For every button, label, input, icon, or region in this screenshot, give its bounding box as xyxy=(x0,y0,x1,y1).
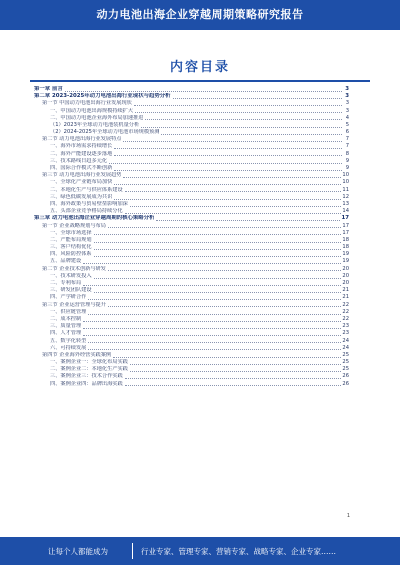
toc-entry-page: 17 xyxy=(341,215,349,222)
toc-entry[interactable] xyxy=(34,381,349,388)
report-title: 动力电池出海企业穿越周期策略研究报告 xyxy=(96,8,304,21)
toc-leader-dots xyxy=(113,357,341,358)
toc-entry-page: 22 xyxy=(342,308,349,315)
toc-leader-dots xyxy=(88,314,341,315)
toc-entry-text: 二、专利布局 xyxy=(50,280,82,287)
toc-entry[interactable] xyxy=(34,208,349,215)
toc-entry-text: 第三节 企业运营管理与提升 xyxy=(42,301,106,308)
toc-entry[interactable] xyxy=(34,338,349,345)
toc-entry-page: 21 xyxy=(342,287,349,294)
toc-leader-dots xyxy=(125,385,342,386)
toc-entry[interactable] xyxy=(34,237,349,244)
toc-leader-dots xyxy=(125,378,342,379)
toc-entry-text: 五、数字化转型 xyxy=(50,337,87,344)
toc-entry[interactable] xyxy=(34,194,349,201)
toc-leader-dots xyxy=(141,127,342,128)
toc-entry[interactable] xyxy=(34,294,349,301)
toc-entry-page: 25 xyxy=(342,359,349,366)
toc-leader-dots xyxy=(83,321,341,322)
toc-leader-dots xyxy=(145,119,342,120)
toc-entry-page: 13 xyxy=(342,200,349,207)
footer-divider xyxy=(132,543,133,559)
toc-leader-dots xyxy=(83,263,341,264)
toc-entry-page: 17 xyxy=(342,229,349,236)
page-number: 1 xyxy=(346,513,350,519)
toc-entry-page: 19 xyxy=(342,251,349,258)
toc-leader-dots xyxy=(88,349,341,350)
toc-leader-dots xyxy=(94,242,342,243)
toc-entry[interactable] xyxy=(34,280,349,287)
toc-entry[interactable] xyxy=(34,309,349,316)
toc-leader-dots xyxy=(94,292,342,293)
toc-entry[interactable] xyxy=(34,187,349,194)
toc-leader-dots xyxy=(161,134,342,135)
toc-leader-dots xyxy=(114,199,341,200)
toc-entry-text: 二、海外产能建设逐步落地 xyxy=(50,150,113,157)
toc-entry[interactable] xyxy=(34,100,349,107)
toc-entry[interactable] xyxy=(34,330,349,337)
toc-entry[interactable] xyxy=(34,345,349,352)
toc-entry-text: 四、海外政策与贸易壁垒影响加深 xyxy=(50,200,128,207)
toc-entry[interactable] xyxy=(34,323,349,330)
toc-entry-text: 一、全球市场选择 xyxy=(50,229,92,236)
toc-entry[interactable] xyxy=(34,136,349,143)
toc-leader-dots xyxy=(134,105,342,106)
toc-leader-dots xyxy=(108,227,341,228)
toc-leader-dots xyxy=(123,177,341,178)
toc-leader-dots xyxy=(94,249,342,250)
toc-entry-page: 9 xyxy=(345,157,349,164)
toc-entry-text: 一、供应链管理 xyxy=(50,308,87,315)
toc-entry-text: 第二节 企业技术创新与研发 xyxy=(42,265,106,272)
toc-entry-page: 14 xyxy=(342,208,349,215)
toc-entry-text: 二、成本控制 xyxy=(50,315,82,322)
toc-title-rule xyxy=(30,80,370,82)
toc-entry-text: 二、本地化生产与供应体系建设 xyxy=(50,186,123,193)
toc-entry-text: 四、产学研合作 xyxy=(50,294,87,301)
toc-entry[interactable] xyxy=(34,230,349,237)
toc-entry-text: 一、海外市场需求持续增长 xyxy=(50,143,113,150)
toc-entry[interactable] xyxy=(34,251,349,258)
toc-entry-text: 四、风险防控体系 xyxy=(50,251,92,258)
toc-entry[interactable] xyxy=(34,108,349,115)
toc-leader-dots xyxy=(83,335,341,336)
toc-entry[interactable] xyxy=(34,273,349,280)
toc-entry[interactable] xyxy=(34,93,349,100)
toc-leader-dots xyxy=(109,163,342,164)
toc-leader-dots xyxy=(94,278,342,279)
toc-entry-page: 3 xyxy=(345,100,349,107)
toc-leader-dots xyxy=(125,191,342,192)
toc-entry[interactable] xyxy=(34,244,349,251)
toc-leader-dots xyxy=(135,112,342,113)
toc-entry[interactable] xyxy=(34,287,349,294)
toc-entry-page: 22 xyxy=(342,315,349,322)
toc-leader-dots xyxy=(94,256,342,257)
toc-entry[interactable] xyxy=(34,179,349,186)
toc-entry-text: 五、品牌建设 xyxy=(50,258,82,265)
toc-leader-dots xyxy=(94,234,342,235)
toc-entry-text: 三、案例企业三：技术合作实践 xyxy=(50,373,123,380)
toc-entry-text: 四、案例企业四：品牌出海实践 xyxy=(50,380,123,387)
toc-entry-page: 21 xyxy=(342,294,349,301)
toc-leader-dots xyxy=(114,148,342,149)
toc-entry-page: 9 xyxy=(345,165,349,172)
toc-entry-page: 26 xyxy=(342,373,349,380)
toc-entry-text: 一、案例企业一：全球化布局实践 xyxy=(50,359,128,366)
toc-entry-text: 六、可持续发展 xyxy=(50,344,87,351)
toc-leader-dots xyxy=(65,91,342,92)
toc-entry[interactable] xyxy=(34,215,349,222)
toc-entry-page: 22 xyxy=(342,301,349,308)
toc-entry[interactable] xyxy=(34,366,349,373)
toc-entry[interactable] xyxy=(34,259,349,266)
toc-entry-page: 12 xyxy=(342,193,349,200)
toc-entry-page: 20 xyxy=(342,272,349,279)
toc-leader-dots xyxy=(88,342,341,343)
toc-entry-page: 24 xyxy=(342,337,349,344)
toc-entry-page: 18 xyxy=(342,236,349,243)
toc-entry-text: 三、质量管理 xyxy=(50,323,82,330)
toc-leader-dots xyxy=(130,206,342,207)
toc-entry-page: 7 xyxy=(345,143,349,150)
toc-entry-page: 7 xyxy=(345,136,349,143)
toc-entry[interactable] xyxy=(34,165,349,172)
toc-entry[interactable] xyxy=(34,316,349,323)
toc-entry-text: 二、案例企业二：本地化生产实践 xyxy=(50,366,128,373)
toc-title: 内容目录 xyxy=(169,60,230,75)
toc-leader-dots xyxy=(123,141,342,142)
toc-entry[interactable] xyxy=(34,374,349,381)
report-header xyxy=(0,0,400,30)
toc-entry-text: 第二章 2023-2025年动力电池出海行业现状与趋势分析 xyxy=(34,93,171,100)
toc-entry-text: 四、人才管理 xyxy=(50,330,82,337)
toc-leader-dots xyxy=(83,285,341,286)
toc-entry-page: 23 xyxy=(342,330,349,337)
toc-entry-page: 20 xyxy=(342,265,349,272)
toc-leader-dots xyxy=(83,328,341,329)
report-footer xyxy=(0,537,400,565)
toc-entry-page: 20 xyxy=(342,280,349,287)
toc-entry-page: 23 xyxy=(342,323,349,330)
toc-leader-dots xyxy=(173,98,342,99)
toc-entry-text: 二、产能布局规划 xyxy=(50,236,92,243)
toc-entry-text: 五、头部企业竞争格局持续分化 xyxy=(50,208,123,215)
toc-leader-dots xyxy=(130,371,342,372)
toc-entry-page: 3 xyxy=(345,86,349,92)
toc-entry-text: 第三章 动力电池出海企业穿越周期的核心策略分析 xyxy=(34,215,155,222)
toc-entry[interactable] xyxy=(34,302,349,309)
toc-entry-text: 三、研发团队建设 xyxy=(50,287,92,294)
toc-entry-page: 25 xyxy=(342,351,349,358)
toc-entry[interactable] xyxy=(34,129,349,136)
toc-entry-page: 17 xyxy=(342,222,349,229)
toc-entry-text: 一、全球化产业链布局加快 xyxy=(50,179,113,186)
toc-entry-page: 26 xyxy=(342,380,349,387)
toc-entry-page: 18 xyxy=(342,244,349,251)
toc-entry-page: 4 xyxy=(345,114,349,121)
toc-entry-text: 第三节 动力电池出海行业发展趋势 xyxy=(42,172,122,179)
toc-entry-text: （1）2023年全球动力电池装机量分析 xyxy=(50,121,140,128)
toc-entry-text: 三、绿色低碳发展成为共识 xyxy=(50,193,113,200)
toc-entry[interactable] xyxy=(34,266,349,273)
toc-entry-text: 一、中国动力电池出海规模持续扩大 xyxy=(50,107,134,114)
toc-entry[interactable] xyxy=(34,352,349,359)
toc-entry-text: 一、技术研发投入 xyxy=(50,272,92,279)
toc-entry-page: 10 xyxy=(342,179,349,186)
toc-entry-text: 三、客户结构优化 xyxy=(50,244,92,251)
toc-entry-page: 8 xyxy=(345,150,349,157)
toc-entry-page: 10 xyxy=(342,172,349,179)
toc-entry-page: 5 xyxy=(345,121,349,128)
toc-leader-dots xyxy=(114,170,342,171)
toc-entry-page: 3 xyxy=(345,93,349,100)
toc-entry[interactable] xyxy=(34,158,349,165)
toc-entry-text: （2）2024-2025年全球动力电池市场规模预测 xyxy=(50,129,160,136)
footer-slogan: 让每个人都能成为 xyxy=(48,546,108,556)
toc-leader-dots xyxy=(108,270,341,271)
toc-entry-text: 第二节 动力电池出海行业发展特点 xyxy=(42,136,122,143)
toc-entry[interactable] xyxy=(34,223,349,230)
toc-entry-page: 24 xyxy=(342,344,349,351)
toc-leader-dots xyxy=(114,155,342,156)
toc-entry-page: 3 xyxy=(345,107,349,114)
toc-leader-dots xyxy=(130,364,342,365)
toc-entry-text: 第一章 前言 xyxy=(34,86,63,92)
table-of-contents xyxy=(34,86,349,524)
toc-leader-dots xyxy=(114,184,341,185)
toc-entry-text: 第四节 企业海外经营实践案例 xyxy=(42,351,112,358)
toc-entry-text: 二、中国动力电池企业海外布局加速推进 xyxy=(50,114,144,121)
toc-entry-text: 四、国际合作模式不断创新 xyxy=(50,165,113,172)
toc-entry[interactable] xyxy=(34,115,349,122)
toc-entry-text: 三、技术路线日趋多元化 xyxy=(50,157,108,164)
toc-entry-page: 25 xyxy=(342,366,349,373)
toc-entry-text: 第一节 企业战略规划与布局 xyxy=(42,222,106,229)
toc-leader-dots xyxy=(156,220,340,221)
toc-entry[interactable] xyxy=(34,359,349,366)
footer-experts: 行业专家、管理专家、营销专家、战略专家、企业专家…… xyxy=(141,546,336,556)
toc-entry[interactable] xyxy=(34,86,349,93)
toc-entry-page: 11 xyxy=(342,186,349,193)
toc-entry-text: 第一节 中国动力电池出海行业发展现状 xyxy=(42,100,132,107)
toc-entry[interactable] xyxy=(34,201,349,208)
toc-entry[interactable] xyxy=(34,144,349,151)
toc-leader-dots xyxy=(88,299,341,300)
toc-entry[interactable] xyxy=(34,151,349,158)
toc-leader-dots xyxy=(108,306,341,307)
toc-entry-page: 6 xyxy=(345,129,349,136)
toc-leader-dots xyxy=(125,213,342,214)
toc-entry-page: 19 xyxy=(342,258,349,265)
toc-entry[interactable] xyxy=(34,122,349,129)
toc-entry[interactable] xyxy=(34,172,349,179)
